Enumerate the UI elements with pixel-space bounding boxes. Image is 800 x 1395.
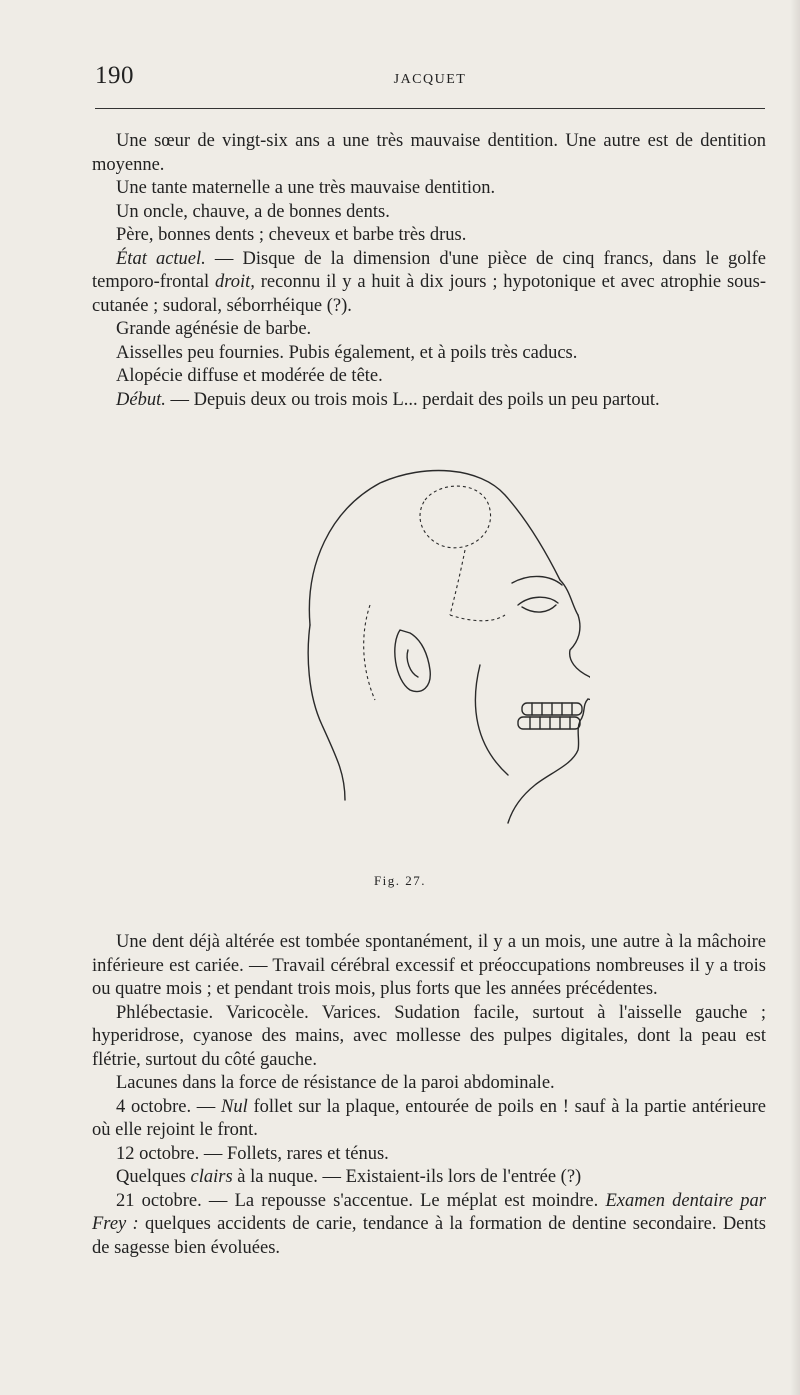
paragraph: Alopécie diffuse et modérée de tête. [116, 366, 383, 386]
paragraph: Lacunes dans la force de résistance de la paroi abdominale. [116, 1073, 555, 1093]
paragraph: Quelques clairs à la nuque. — Existaient-ils lors de l'entrée (?) [116, 1167, 582, 1187]
paragraph: 21 octobre. — La repousse s'accentue. Le méplat est moindre. Examen dentaire par Frey : quelques accidents de carie, tendance à la formation de dentine secondaire. Dents de sagesse bien évoluées. [92, 1190, 766, 1258]
paragraph: Aisselles peu fournies. Pubis également, et à poils très caducs. [116, 342, 578, 363]
paragraph-lead: État actuel. [116, 248, 206, 269]
page-edge-shadow [790, 0, 800, 1395]
paragraph-lead: Début. [116, 389, 166, 410]
running-head: JACQUET [393, 72, 467, 87]
paragraph: 12 octobre. — Follets, rares et ténus. [116, 1143, 389, 1164]
figure-head-profile [250, 455, 590, 875]
text-block-bottom [92, 931, 766, 1260]
paragraph: Grande agénésie de barbe. [116, 319, 312, 339]
figure-caption: Fig. 27. [373, 873, 427, 888]
paragraph: Une sœur de vingt-six ans a une très mauvaise dentition. Une autre est de dentition moyenne. [92, 131, 766, 175]
page-number: 190 [95, 62, 134, 89]
paragraph: Phlébectasie. Varicocèle. Varices. Sudation facile, surtout à l'aisselle gauche ; hyperidrose, cyanose des mains, avec mollesse des pulpes digitales, dont la peau est flétrie, surtout du côté gauche. [92, 1002, 766, 1070]
paragraph: Une tante maternelle a une très mauvaise dentition. [116, 178, 496, 198]
paragraph: Début. — Depuis deux ou trois mois L... perdait des poils un peu partout. [116, 389, 660, 410]
head-profile-drawing [250, 455, 590, 875]
page-header [95, 60, 765, 100]
text-block-top [92, 130, 766, 412]
header-rule [95, 108, 765, 109]
paragraph: 4 octobre. — Nul follet sur la plaque, entourée de poils en ! sauf à la partie antérieure où elle rejoint le front. [92, 1096, 766, 1140]
paragraph: Un oncle, chauve, a de bonnes dents. [116, 201, 390, 222]
paragraph: Une dent déjà altérée est tombée spontanément, il y a un mois, une autre à la mâchoire inférieure est cariée. — Travail cérébral excessif et préoccupations nombreuses il y a trois ou quatre mois ; et pendant trois mois, plus forts que les années précédentes. [92, 932, 766, 999]
paragraph: Père, bonnes dents ; cheveux et barbe très drus. [116, 225, 467, 245]
paragraph: État actuel. — Disque de la dimension d'une pièce de cinq francs, dans le golfe temporo-frontal droit, reconnu il y a huit à dix jours ; hypotonique et avec atrophie sous-cutanée ; sudoral, séborrhéique (?). [92, 248, 767, 316]
